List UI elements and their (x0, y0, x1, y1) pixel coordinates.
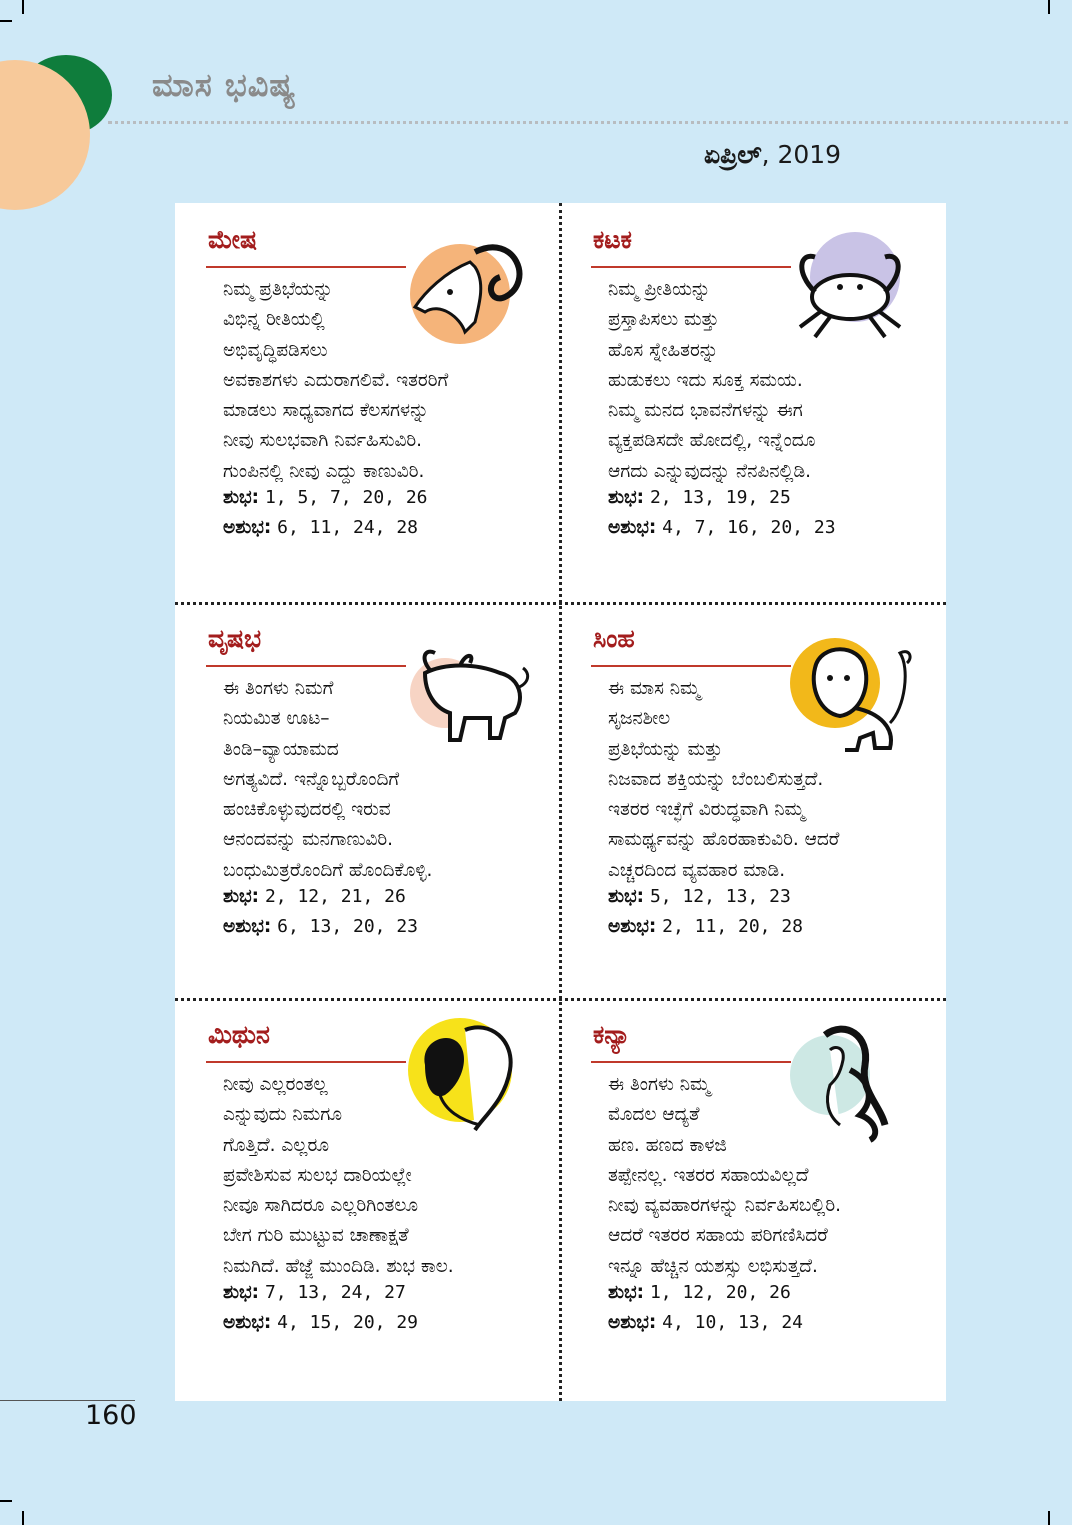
forecast-line: ಬಂಧುಮಿತ್ರರೊಂದಿಗೆ ಹೊಂದಿಕೊಳ್ಳಿ. (223, 859, 433, 881)
unlucky-label: ಅಶುಭ: (608, 1312, 657, 1334)
crab-icon (785, 222, 915, 352)
forecast-line: ಮಾಡಲು ಸಾಧ್ಯವಾಗದ ಕೆಲಸಗಳನ್ನು (223, 400, 429, 422)
lucky-numbers: 7, 13, 24, 27 (264, 1282, 406, 1304)
forecast-line: ಪ್ರತಿಭೆಯನ್ನು ಮತ್ತು (608, 738, 723, 760)
lucky-dates (608, 487, 791, 508)
forecast-line: ಈ ತಿಂಗಳು ನಿಮಗೆ (223, 678, 334, 699)
sign-title-rule (206, 665, 406, 667)
forecast-line: ಅವಕಾಶಗಳು ಎದುರಾಗಲಿವೆ. ಇತರರಿಗೆ (223, 369, 449, 391)
forecast-line: ಸಾಮರ್ಥ್ಯವನ್ನು ಹೊರಹಾಕುವಿರಿ. ಆದರೆ (608, 829, 840, 851)
crop-mark (22, 1511, 24, 1525)
forecast-line: ನೀವೂ ಸಾಗಿದರೂ ಎಲ್ಲರಿಗಿಂತಲೂ (223, 1195, 419, 1217)
unlucky-numbers: 4, 10, 13, 24 (662, 1312, 804, 1334)
virgo-icon (785, 1015, 915, 1145)
header-dotted-rule (108, 121, 1068, 124)
issue-month: ಏಪ್ರಿಲ್ (704, 140, 762, 169)
forecast-line: ಹೊಸ ಸ್ನೇಹಿತರನ್ನು (608, 339, 719, 361)
page-title: ಮಾಸ ಭವಿಷ್ಯ (152, 66, 297, 104)
lucky-label: ಶುಭ: (608, 886, 645, 908)
forecast-line: ಮೊದಲ ಆದ್ಯತೆ (608, 1104, 700, 1126)
crop-mark (1048, 1511, 1050, 1525)
bull-icon (405, 628, 535, 758)
forecast-line: ಈ ತಿಂಗಳು ನಿಮ್ಮ (608, 1074, 711, 1095)
unlucky-dates (608, 517, 836, 538)
sign-name: ಸಿಂಹ (593, 624, 635, 653)
forecast-line: ಆಗದು ಎನ್ನುವುದನ್ನು ನೆನಪಿನಲ್ಲಿಡಿ. (608, 460, 812, 482)
lucky-dates (608, 1282, 791, 1303)
forecast-line: ವಿಭಿನ್ನ ರೀತಿಯಲ್ಲಿ (223, 309, 325, 331)
forecast-line: ನಿಮ್ಮ ಪ್ರೀತಿಯನ್ನು (608, 279, 711, 300)
lucky-label: ಶುಭ: (223, 487, 260, 509)
unlucky-numbers: 4, 7, 16, 20, 23 (662, 517, 836, 539)
twins-icon (405, 1015, 535, 1145)
forecast-line: ಪ್ರವೇಶಿಸುವ ಸುಲಭ ದಾರಿಯಲ್ಲೇ (223, 1164, 412, 1186)
unlucky-label: ಅಶುಭ: (223, 1312, 272, 1334)
crop-mark (0, 20, 12, 22)
lucky-numbers: 1, 5, 7, 20, 26 (264, 487, 428, 509)
sign-title-rule (591, 266, 791, 268)
sign-name: ಕನ್ಯಾ (593, 1020, 631, 1049)
unlucky-dates (223, 517, 418, 538)
sign-title-rule (591, 665, 791, 667)
unlucky-numbers: 4, 15, 20, 29 (277, 1312, 419, 1334)
unlucky-label: ಅಶುಭ: (223, 517, 272, 539)
forecast-line: ಸೃಜನಶೀಲ (608, 708, 671, 730)
crop-mark (22, 0, 24, 14)
lucky-dates (223, 1282, 406, 1303)
sign-title-rule (591, 1061, 791, 1063)
sign-name: ವೃಷಭ (208, 624, 262, 653)
lucky-dates (223, 886, 406, 907)
lucky-numbers: 2, 12, 21, 26 (264, 886, 406, 908)
forecast-line: ವ್ಯಕ್ತಪಡಿಸದೇ ಹೋದಲ್ಲಿ, ಇನ್ನೆಂದೂ (608, 430, 816, 452)
forecast-line: ನಿಯಮಿತ ಊಟ– (223, 708, 330, 730)
issue-year: 2019 (777, 140, 842, 169)
lucky-numbers: 2, 13, 19, 25 (649, 487, 791, 509)
unlucky-numbers: 6, 13, 20, 23 (277, 916, 419, 938)
lucky-label: ಶುಭ: (223, 886, 260, 908)
forecast-line: ತಪ್ಪೇನಲ್ಲ. ಇತರರ ಸಹಾಯವಿಲ್ಲದೆ (608, 1164, 809, 1186)
forecast-line: ನೀವು ಎಲ್ಲರಂತಲ್ಲ (223, 1074, 328, 1095)
unlucky-label: ಅಶುಭ: (608, 916, 657, 938)
unlucky-numbers: 6, 11, 24, 28 (277, 517, 419, 539)
forecast-line: ನಿಮ್ಮ ಮನದ ಭಾವನೆಗಳನ್ನು ಈಗ (608, 400, 803, 422)
ram-icon (405, 222, 535, 352)
lucky-numbers: 5, 12, 13, 23 (649, 886, 791, 908)
lucky-dates (223, 487, 428, 508)
forecast-line: ಆದರೆ ಇತರರ ಸಹಾಯ ಪರಿಗಣಿಸಿದರೆ (608, 1225, 828, 1247)
forecast-line: ಅಭಿವೃದ್ಧಿಪಡಿಸಲು (223, 339, 328, 361)
forecast-line: ಪ್ರಸ್ತಾಪಿಸಲು ಮತ್ತು (608, 309, 719, 331)
sign-title-rule (206, 1061, 406, 1063)
forecast-line: ಹುಡುಕಲು ಇದು ಸೂಕ್ತ ಸಮಯ. (608, 369, 803, 391)
forecast-line: ತಿಂಡಿ–ವ್ಯಾಯಾಮದ (223, 738, 339, 760)
issue-date: ಏಪ್ರಿಲ್, 2019 (704, 140, 842, 169)
page-number: 160 (85, 1400, 137, 1431)
sign-name: ಕಟಕ (593, 225, 632, 254)
forecast-line: ಎನ್ನುವುದು ನಿಮಗೂ (223, 1104, 343, 1126)
forecast-line: ಹಂಚಿಕೊಳ್ಳುವುದರಲ್ಲಿ ಇರುವ (223, 799, 391, 821)
forecast-line: ಎಚ್ಚರದಿಂದ ವ್ಯವಹಾರ ಮಾಡಿ. (608, 859, 786, 881)
lucky-numbers: 1, 12, 20, 26 (649, 1282, 791, 1304)
sign-name: ಮೇಷ (208, 225, 257, 254)
lucky-dates (608, 886, 791, 907)
forecast-line: ನಿಜವಾದ ಶಕ್ತಿಯನ್ನು ಬೆಂಬಲಿಸುತ್ತದೆ. (608, 768, 824, 790)
unlucky-label: ಅಶುಭ: (223, 916, 272, 938)
forecast-line: ನಿಮಗಿದೆ. ಹೆಜ್ಜೆ ಮುಂದಿಡಿ. ಶುಭ ಕಾಲ. (223, 1255, 454, 1277)
sign-title-rule (206, 266, 406, 268)
forecast-line: ನಿಮ್ಮ ಪ್ರತಿಭೆಯನ್ನು (223, 279, 334, 300)
unlucky-dates (608, 916, 803, 937)
forecast-line: ನೀವು ಸುಲಭವಾಗಿ ನಿರ್ವಹಿಸುವಿರಿ. (223, 430, 423, 452)
forecast-line: ಈ ಮಾಸ ನಿಮ್ಮ (608, 678, 701, 699)
unlucky-numbers: 2, 11, 20, 28 (662, 916, 804, 938)
forecast-line: ಆನಂದವನ್ನು ಮನಗಾಣುವಿರಿ. (223, 829, 394, 851)
forecast-line: ಅಗತ್ಯವಿದೆ. ಇನ್ನೊಬ್ಬರೊಂದಿಗೆ (223, 768, 400, 790)
crop-mark (0, 1500, 12, 1502)
crop-mark (1048, 0, 1050, 14)
unlucky-dates (223, 1312, 418, 1333)
forecast-line: ಇತರರ ಇಚ್ಛೆಗೆ ವಿರುದ್ಧವಾಗಿ ನಿಮ್ಮ (608, 799, 805, 821)
unlucky-label: ಅಶುಭ: (608, 517, 657, 539)
forecast-line: ಇನ್ನೂ ಹೆಚ್ಚಿನ ಯಶಸ್ಸು ಲಭಿಸುತ್ತದೆ. (608, 1255, 818, 1277)
lucky-label: ಶುಭ: (223, 1282, 260, 1304)
forecast-line: ಗುಂಪಿನಲ್ಲಿ ನೀವು ಎದ್ದು ಕಾಣುವಿರಿ. (223, 460, 425, 482)
forecast-line: ಗೊತ್ತಿದೆ. ಎಲ್ಲರೂ (223, 1134, 330, 1156)
sign-name: ಮಿಥುನ (208, 1020, 270, 1049)
unlucky-dates (608, 1312, 803, 1333)
lucky-label: ಶುಭ: (608, 487, 645, 509)
lucky-label: ಶುಭ: (608, 1282, 645, 1304)
forecast-line: ಹಣ. ಹಣದ ಕಾಳಜಿ (608, 1134, 727, 1156)
forecast-line: ಬೇಗ ಗುರಿ ಮುಟ್ಟುವ ಚಾಣಾಕ್ಷತೆ (223, 1225, 409, 1247)
unlucky-dates (223, 916, 418, 937)
lion-icon (785, 628, 915, 758)
forecast-line: ನೀವು ವ್ಯವಹಾರಗಳನ್ನು ನಿರ್ವಹಿಸಬಲ್ಲಿರಿ. (608, 1195, 842, 1217)
